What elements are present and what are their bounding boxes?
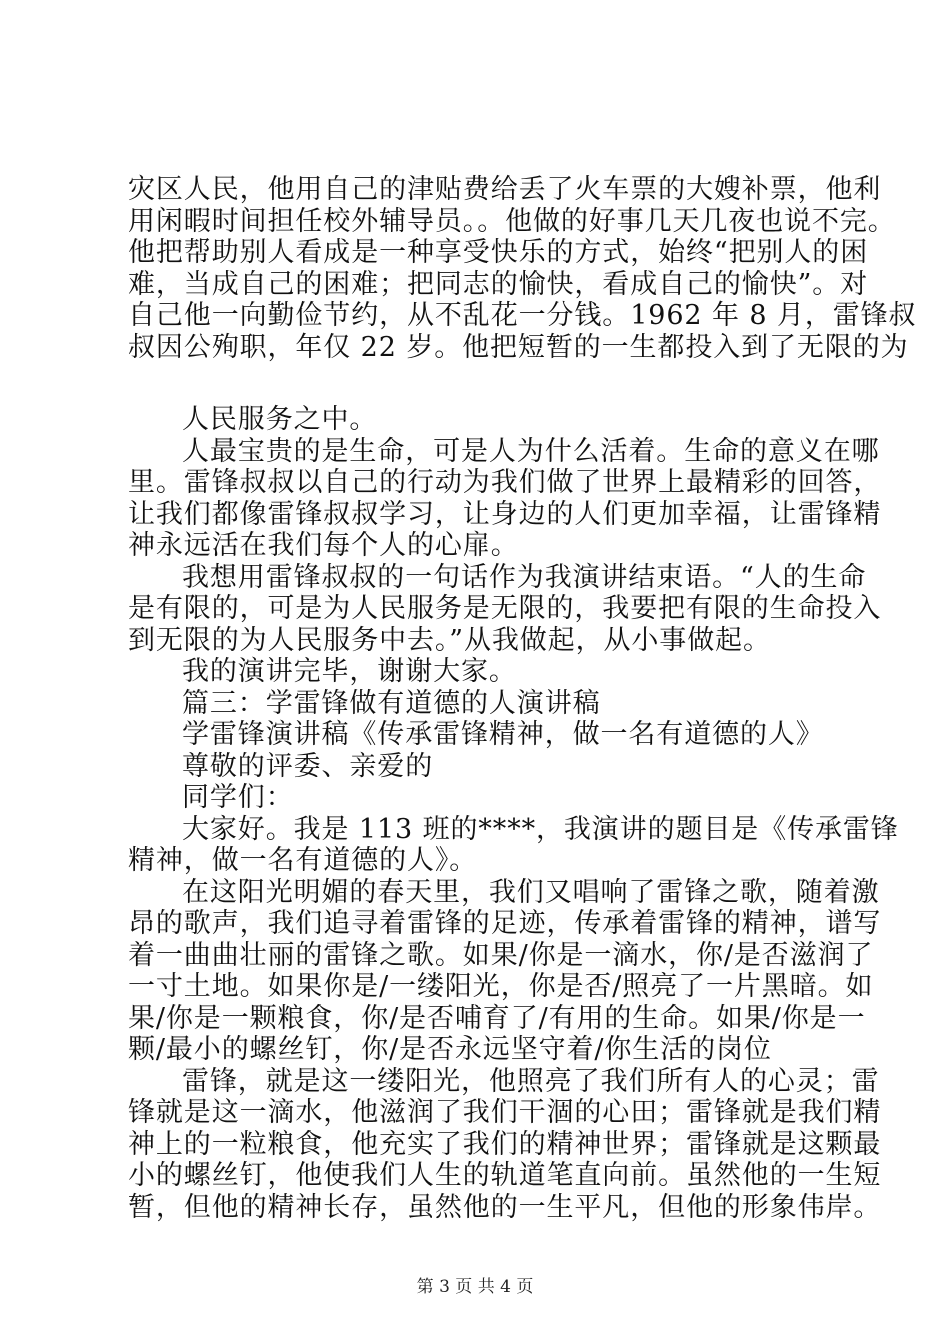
paragraph-first-line: 大家好。我是 113 班的****，我演讲的题目是《传承雷锋 [182, 813, 899, 845]
text-line: 一寸土地。如果你是/一缕阳光，你是否/照亮了一片黑暗。如 [128, 971, 874, 1002]
speech-title: 学雷锋演讲稿《传承雷锋精神，做一名有道德的人》 [182, 719, 824, 750]
text-line: 神上的一粒粮食，他充实了我们的精神世界；雷锋就是这颗最 [128, 1128, 882, 1160]
text-line: 叔因公殉职，年仅 22 岁。他把短暂的一生都投入到了无限的为 [128, 331, 909, 363]
text-line: 颗/最小的螺丝钉，你/是否永远坚守着/你生活的岗位 [128, 1034, 772, 1065]
text-line: 神永远活在我们每个人的心扉。 [128, 530, 519, 561]
page-number-footer: 第 3 页 共 4 页 [416, 1277, 534, 1297]
paragraph-first-line: 我的演讲完毕，谢谢大家。 [182, 656, 517, 687]
salutation: 尊敬的评委、亲爱的 [182, 750, 434, 782]
text-block-main [128, 404, 899, 1223]
text-line: 果/你是一颗粮食，你/是否哺育了/有用的生命。如果/你是一 [128, 1002, 866, 1034]
text-line: 让我们都像雷锋叔叔学习，让身边的人们更加幸福，让雷锋精 [128, 498, 882, 530]
text-line: 到无限的为人民服务中去。”从我做起，从小事做起。 [128, 624, 771, 656]
paragraph-first-line: 雷锋，就是这一缕阳光，他照亮了我们所有人的心灵；雷 [182, 1065, 880, 1097]
text-line: 精神，做一名有道德的人》。 [128, 845, 478, 876]
paragraph-first-line: 人民服务之中。 [182, 404, 378, 435]
text-line: 小的螺丝钉，他使我们人生的轨道笔直向前。虽然他的一生短 [128, 1160, 882, 1191]
text-block-top [128, 174, 917, 363]
text-line: 灾区人民，他用自己的津贴费给丢了火车票的大嫂补票，他利 [128, 174, 882, 205]
paragraph-first-line: 人最宝贵的是生命，可是人为什么活着。生命的意义在哪 [182, 435, 880, 467]
paragraph-first-line: 我想用雷锋叔叔的一句话作为我演讲结束语。“人的生命 [182, 561, 867, 593]
text-line: 着一曲曲壮丽的雷锋之歌。如果/你是一滴水，你/是否滋润了 [128, 939, 874, 971]
text-line: 昂的歌声，我们追寻着雷锋的足迹，传承着雷锋的精神，谱写 [128, 908, 882, 939]
salutation: 同学们： [182, 782, 294, 813]
text-line: 难，当成自己的困难；把同志的愉快，看成自己的愉快”。对 [128, 268, 869, 300]
text-line: 自己他一向勤俭节约，从不乱花一分钱。1962 年 8 月，雷锋叔 [128, 300, 917, 331]
text-line: 他把帮助别人看成是一种享受快乐的方式，始终“把别人的困 [128, 237, 869, 268]
text-line: 暂，但他的精神长存，虽然他的一生平凡，但他的形象伟岸。 [128, 1191, 882, 1223]
text-line: 里。雷锋叔叔以自己的行动为我们做了世界上最精彩的回答， [128, 467, 882, 498]
text-line: 用闲暇时间担任校外辅导员。。他做的好事几天几夜也说不完。 [128, 205, 896, 237]
text-line: 锋就是这一滴水，他滋润了我们干涸的心田；雷锋就是我们精 [128, 1097, 882, 1128]
paragraph-first-line: 在这阳光明媚的春天里，我们又唱响了雷锋之歌，随着激 [182, 876, 880, 908]
section-heading: 篇三：学雷锋做有道德的人演讲稿 [182, 687, 601, 719]
text-line: 是有限的，可是为人民服务是无限的，我要把有限的生命投入 [128, 593, 882, 624]
